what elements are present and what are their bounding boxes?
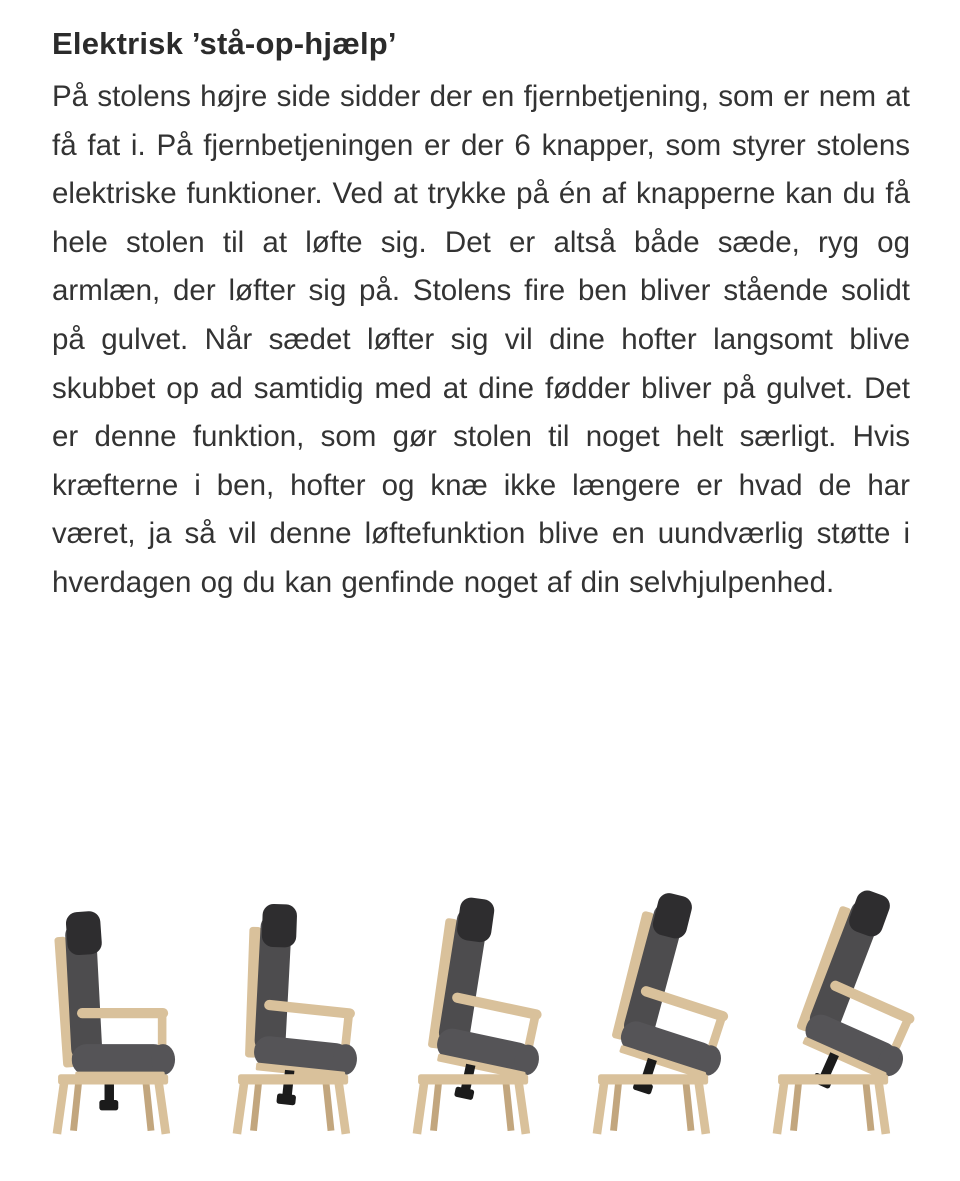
page-title: Elektrisk ’stå-op-hjælp’ — [52, 26, 397, 61]
chair-image-position-5 — [754, 885, 926, 1143]
chair-image-position-2 — [214, 885, 386, 1143]
chair-image-position-3 — [394, 885, 566, 1143]
chair-image-position-1 — [34, 885, 206, 1143]
chair-sequence-figure — [0, 885, 960, 1143]
body-paragraph: På stolens højre side sidder der en fjernbetjening, som er nem at få fat i. På fjernbetjeningen er der 6 knapper, som styrer stolens elektriske funktioner. Ved at trykke på én af knapperne kan du få hele stolen til at løfte sig. Det er altså både sæde, ryg og armlæn, der løfter sig på. Stolens fire ben bliver stående solidt på gulvet. Når sædet løfter sig vil dine hofter langsomt blive skubbet op ad samtidig med at dine fødder bliver på gulvet. Det er denne funktion, som gør stolen til noget helt særligt. Hvis kræfterne i ben, hofter og knæ ikke længere er hvad de har været, ja så vil denne løftefunktion blive en uundværlig støtte i hverdagen og du kan genfinde noget af din selvhjulpenhed. — [52, 79, 910, 599]
chair-far-legs — [790, 1081, 874, 1131]
chair-far-legs — [430, 1081, 514, 1131]
chair-image-position-4 — [574, 885, 746, 1143]
